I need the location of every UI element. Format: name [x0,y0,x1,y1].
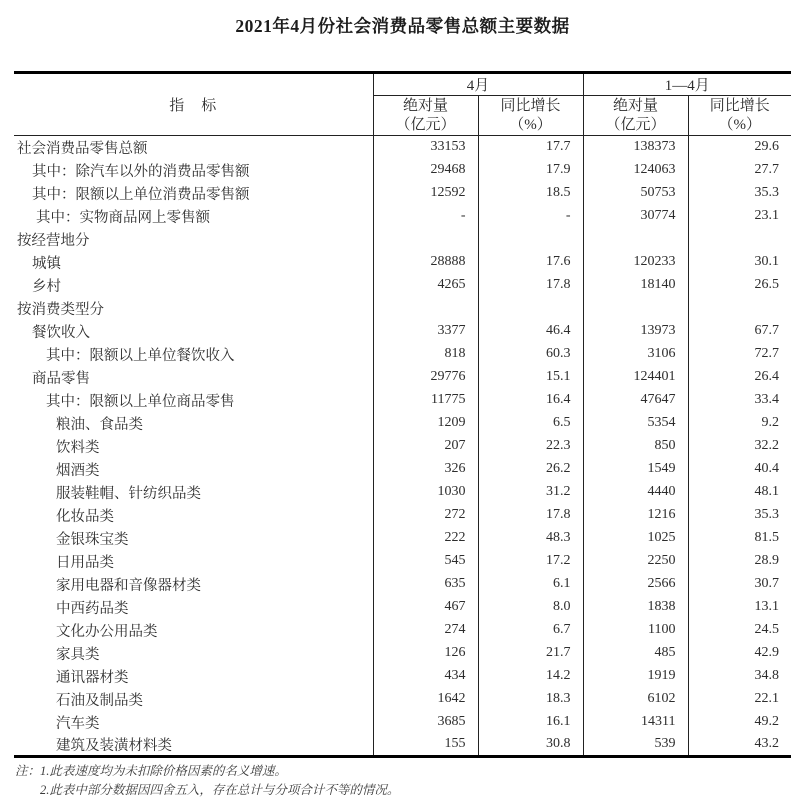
cell-april-absolute: 274 [373,619,478,642]
row-label: 餐饮收入 [32,324,90,341]
header-april-yoy-line2: （%） [509,116,552,133]
table-row [14,251,791,274]
table-row [14,182,791,205]
cell-april-yoy: 17.6 [478,251,583,274]
cell-april-yoy: 18.5 [478,182,583,205]
cell-april-yoy: 17.7 [478,136,583,159]
cell-jan-apr-absolute: 30774 [583,205,688,228]
row-label: 其中：限额以上单位商品零售 [46,393,235,410]
cell-april-absolute: 1030 [373,481,478,504]
cell-april-yoy: 14.2 [478,665,583,688]
table-row [14,389,791,412]
cell-april-yoy: 6.1 [478,573,583,596]
cell-april-absolute [373,297,478,320]
row-label: 按消费类型分 [17,301,104,318]
table-row [14,320,791,343]
table-row [14,412,791,435]
table-row [14,458,791,481]
header-indicator: 指 标 [14,73,373,136]
cell-jan-apr-yoy: 33.4 [688,389,791,412]
cell-april-yoy: 18.3 [478,688,583,711]
row-label: 建筑及装潢材料类 [56,737,172,754]
cell-april-absolute: 467 [373,596,478,619]
table-row [14,228,791,251]
header-april-absolute-line2: （亿元） [395,116,456,133]
cell-jan-apr-absolute: 1838 [583,596,688,619]
cell-jan-apr-absolute: 13973 [583,320,688,343]
cell-jan-apr-yoy: 42.9 [688,642,791,665]
cell-jan-apr-absolute: 485 [583,642,688,665]
row-label: 日用品类 [56,554,114,571]
header-jan-apr-absolute-line2: （亿元） [605,116,666,133]
cell-jan-apr-yoy: 30.1 [688,251,791,274]
row-label: 粮油、食品类 [56,416,143,433]
cell-jan-apr-yoy: 13.1 [688,596,791,619]
footnote-line-2: 2.此表中部分数据因四舍五入，存在总计与分项合计不等的情况。 [40,783,400,797]
table-row [14,688,791,711]
cell-jan-apr-yoy: 43.2 [688,734,791,757]
cell-april-absolute: 126 [373,642,478,665]
footnotes [15,762,805,800]
table-row [14,642,791,665]
cell-jan-apr-yoy: 28.9 [688,550,791,573]
cell-april-yoy: 17.8 [478,274,583,297]
cell-jan-apr-yoy: 9.2 [688,412,791,435]
cell-jan-apr-absolute: 120233 [583,251,688,274]
cell-april-yoy: 26.2 [478,458,583,481]
table-row [14,527,791,550]
cell-jan-apr-yoy: 35.3 [688,182,791,205]
table-row [14,435,791,458]
cell-jan-apr-yoy: 30.7 [688,573,791,596]
cell-jan-apr-yoy: 26.4 [688,366,791,389]
cell-april-absolute: 28888 [373,251,478,274]
cell-april-absolute: 635 [373,573,478,596]
cell-april-yoy: - [478,205,583,228]
retail-sales-table [14,71,791,758]
cell-april-absolute: 272 [373,504,478,527]
header-group-april: 4月 [373,73,583,96]
table-row [14,159,791,182]
table-row [14,596,791,619]
cell-april-absolute: 818 [373,343,478,366]
row-label: 烟酒类 [56,462,100,479]
header-row-groups [14,73,791,96]
cell-jan-apr-absolute: 124401 [583,366,688,389]
cell-april-absolute: 4265 [373,274,478,297]
cell-jan-apr-absolute: 539 [583,734,688,757]
cell-april-absolute: - [373,205,478,228]
cell-jan-apr-absolute: 6102 [583,688,688,711]
cell-jan-apr-absolute: 50753 [583,182,688,205]
cell-jan-apr-absolute: 5354 [583,412,688,435]
cell-april-absolute: 545 [373,550,478,573]
cell-april-yoy: 6.7 [478,619,583,642]
cell-april-absolute: 29468 [373,159,478,182]
cell-jan-apr-yoy [688,297,791,320]
header-jan-apr-absolute-line1: 绝对量 [613,97,659,114]
cell-jan-apr-absolute: 1100 [583,619,688,642]
cell-april-absolute: 207 [373,435,478,458]
cell-jan-apr-absolute: 47647 [583,389,688,412]
cell-jan-apr-yoy: 40.4 [688,458,791,481]
cell-jan-apr-yoy [688,228,791,251]
cell-jan-apr-absolute: 1549 [583,458,688,481]
cell-april-absolute: 29776 [373,366,478,389]
cell-april-yoy: 16.1 [478,711,583,734]
table-row [14,504,791,527]
cell-april-absolute: 434 [373,665,478,688]
cell-jan-apr-yoy: 22.1 [688,688,791,711]
cell-jan-apr-absolute: 14311 [583,711,688,734]
cell-jan-apr-yoy: 72.7 [688,343,791,366]
table-row [14,136,791,159]
header-jan-apr-yoy [688,96,791,136]
cell-jan-apr-absolute: 850 [583,435,688,458]
table-body [14,136,791,757]
cell-april-yoy: 16.4 [478,389,583,412]
cell-april-yoy: 17.8 [478,504,583,527]
cell-jan-apr-absolute: 1919 [583,665,688,688]
row-label: 其中：除汽车以外的消费品零售额 [32,163,250,180]
cell-april-absolute: 3685 [373,711,478,734]
cell-april-absolute [373,228,478,251]
row-label: 通讯器材类 [56,669,129,686]
cell-april-absolute: 3377 [373,320,478,343]
header-april-yoy [478,96,583,136]
cell-jan-apr-yoy: 67.7 [688,320,791,343]
cell-jan-apr-yoy: 24.5 [688,619,791,642]
cell-april-yoy: 6.5 [478,412,583,435]
cell-april-absolute: 326 [373,458,478,481]
table-row [14,297,791,320]
cell-jan-apr-absolute [583,228,688,251]
row-label: 其中：限额以上单位消费品零售额 [32,186,250,203]
cell-jan-apr-yoy: 29.6 [688,136,791,159]
table-row [14,550,791,573]
cell-april-yoy: 46.4 [478,320,583,343]
cell-jan-apr-absolute: 124063 [583,159,688,182]
table-row [14,734,791,757]
cell-april-yoy: 22.3 [478,435,583,458]
header-jan-apr-absolute [583,96,688,136]
row-label: 乡村 [32,278,61,295]
cell-jan-apr-absolute: 3106 [583,343,688,366]
cell-jan-apr-absolute [583,297,688,320]
cell-april-absolute: 12592 [373,182,478,205]
footnote-label: 注： [15,764,41,778]
row-label: 文化办公用品类 [56,623,158,640]
cell-april-yoy [478,228,583,251]
cell-jan-apr-yoy: 26.5 [688,274,791,297]
cell-april-yoy: 31.2 [478,481,583,504]
row-label: 汽车类 [56,715,100,732]
cell-jan-apr-yoy: 35.3 [688,504,791,527]
table-row [14,665,791,688]
table-row [14,205,791,228]
cell-april-absolute: 155 [373,734,478,757]
row-label: 其中：限额以上单位餐饮收入 [46,347,235,364]
footnote-lines [40,762,805,800]
cell-jan-apr-yoy: 27.7 [688,159,791,182]
row-label: 中西药品类 [56,600,129,617]
cell-april-yoy: 17.2 [478,550,583,573]
cell-april-absolute: 1642 [373,688,478,711]
header-jan-apr-yoy-line2: （%） [718,116,762,133]
header-april-absolute [373,96,478,136]
cell-april-yoy [478,297,583,320]
table-header [14,73,791,136]
cell-jan-apr-absolute: 4440 [583,481,688,504]
table-row [14,573,791,596]
header-april-yoy-line1: 同比增长 [500,97,561,114]
row-label: 家具类 [56,646,100,663]
row-label: 商品零售 [32,370,90,387]
page-title: 2021年4月份社会消费品零售总额主要数据 [235,16,570,36]
footnote-line-1: 1.此表速度均为未扣除价格因素的名义增速。 [40,764,287,778]
cell-april-yoy: 17.9 [478,159,583,182]
table-row [14,619,791,642]
cell-april-absolute: 1209 [373,412,478,435]
cell-april-yoy: 21.7 [478,642,583,665]
cell-april-yoy: 8.0 [478,596,583,619]
cell-april-absolute: 33153 [373,136,478,159]
cell-jan-apr-yoy: 81.5 [688,527,791,550]
cell-april-yoy: 60.3 [478,343,583,366]
cell-jan-apr-yoy: 48.1 [688,481,791,504]
cell-april-yoy: 30.8 [478,734,583,757]
footnote-row [15,762,805,800]
table-row [14,481,791,504]
cell-jan-apr-yoy: 32.2 [688,435,791,458]
header-april-absolute-line1: 绝对量 [402,97,448,114]
cell-jan-apr-absolute: 1025 [583,527,688,550]
row-label: 城镇 [32,255,61,272]
row-label: 社会消费品零售总额 [17,140,148,157]
table-row [14,343,791,366]
cell-april-absolute: 11775 [373,389,478,412]
table-row [14,366,791,389]
cell-april-absolute: 222 [373,527,478,550]
row-label: 家用电器和音像器材类 [56,577,201,594]
cell-jan-apr-absolute: 1216 [583,504,688,527]
cell-jan-apr-yoy: 49.2 [688,711,791,734]
header-group-jan-apr: 1—4月 [583,73,791,96]
row-label: 石油及制品类 [56,692,143,709]
row-label: 金银珠宝类 [56,531,129,548]
cell-jan-apr-absolute: 2566 [583,573,688,596]
header-jan-apr-yoy-line1: 同比增长 [709,97,770,114]
cell-april-yoy: 48.3 [478,527,583,550]
cell-april-yoy: 15.1 [478,366,583,389]
cell-jan-apr-absolute: 18140 [583,274,688,297]
row-label: 其中：实物商品网上零售额 [36,209,210,226]
cell-jan-apr-yoy: 23.1 [688,205,791,228]
table-row [14,711,791,734]
table-row [14,274,791,297]
row-label: 饮料类 [56,439,100,456]
row-label: 化妆品类 [56,508,114,525]
cell-jan-apr-yoy: 34.8 [688,665,791,688]
row-label: 按经营地分 [17,232,90,249]
cell-jan-apr-absolute: 2250 [583,550,688,573]
cell-jan-apr-absolute: 138373 [583,136,688,159]
row-label: 服装鞋帽、针纺织品类 [56,485,201,502]
